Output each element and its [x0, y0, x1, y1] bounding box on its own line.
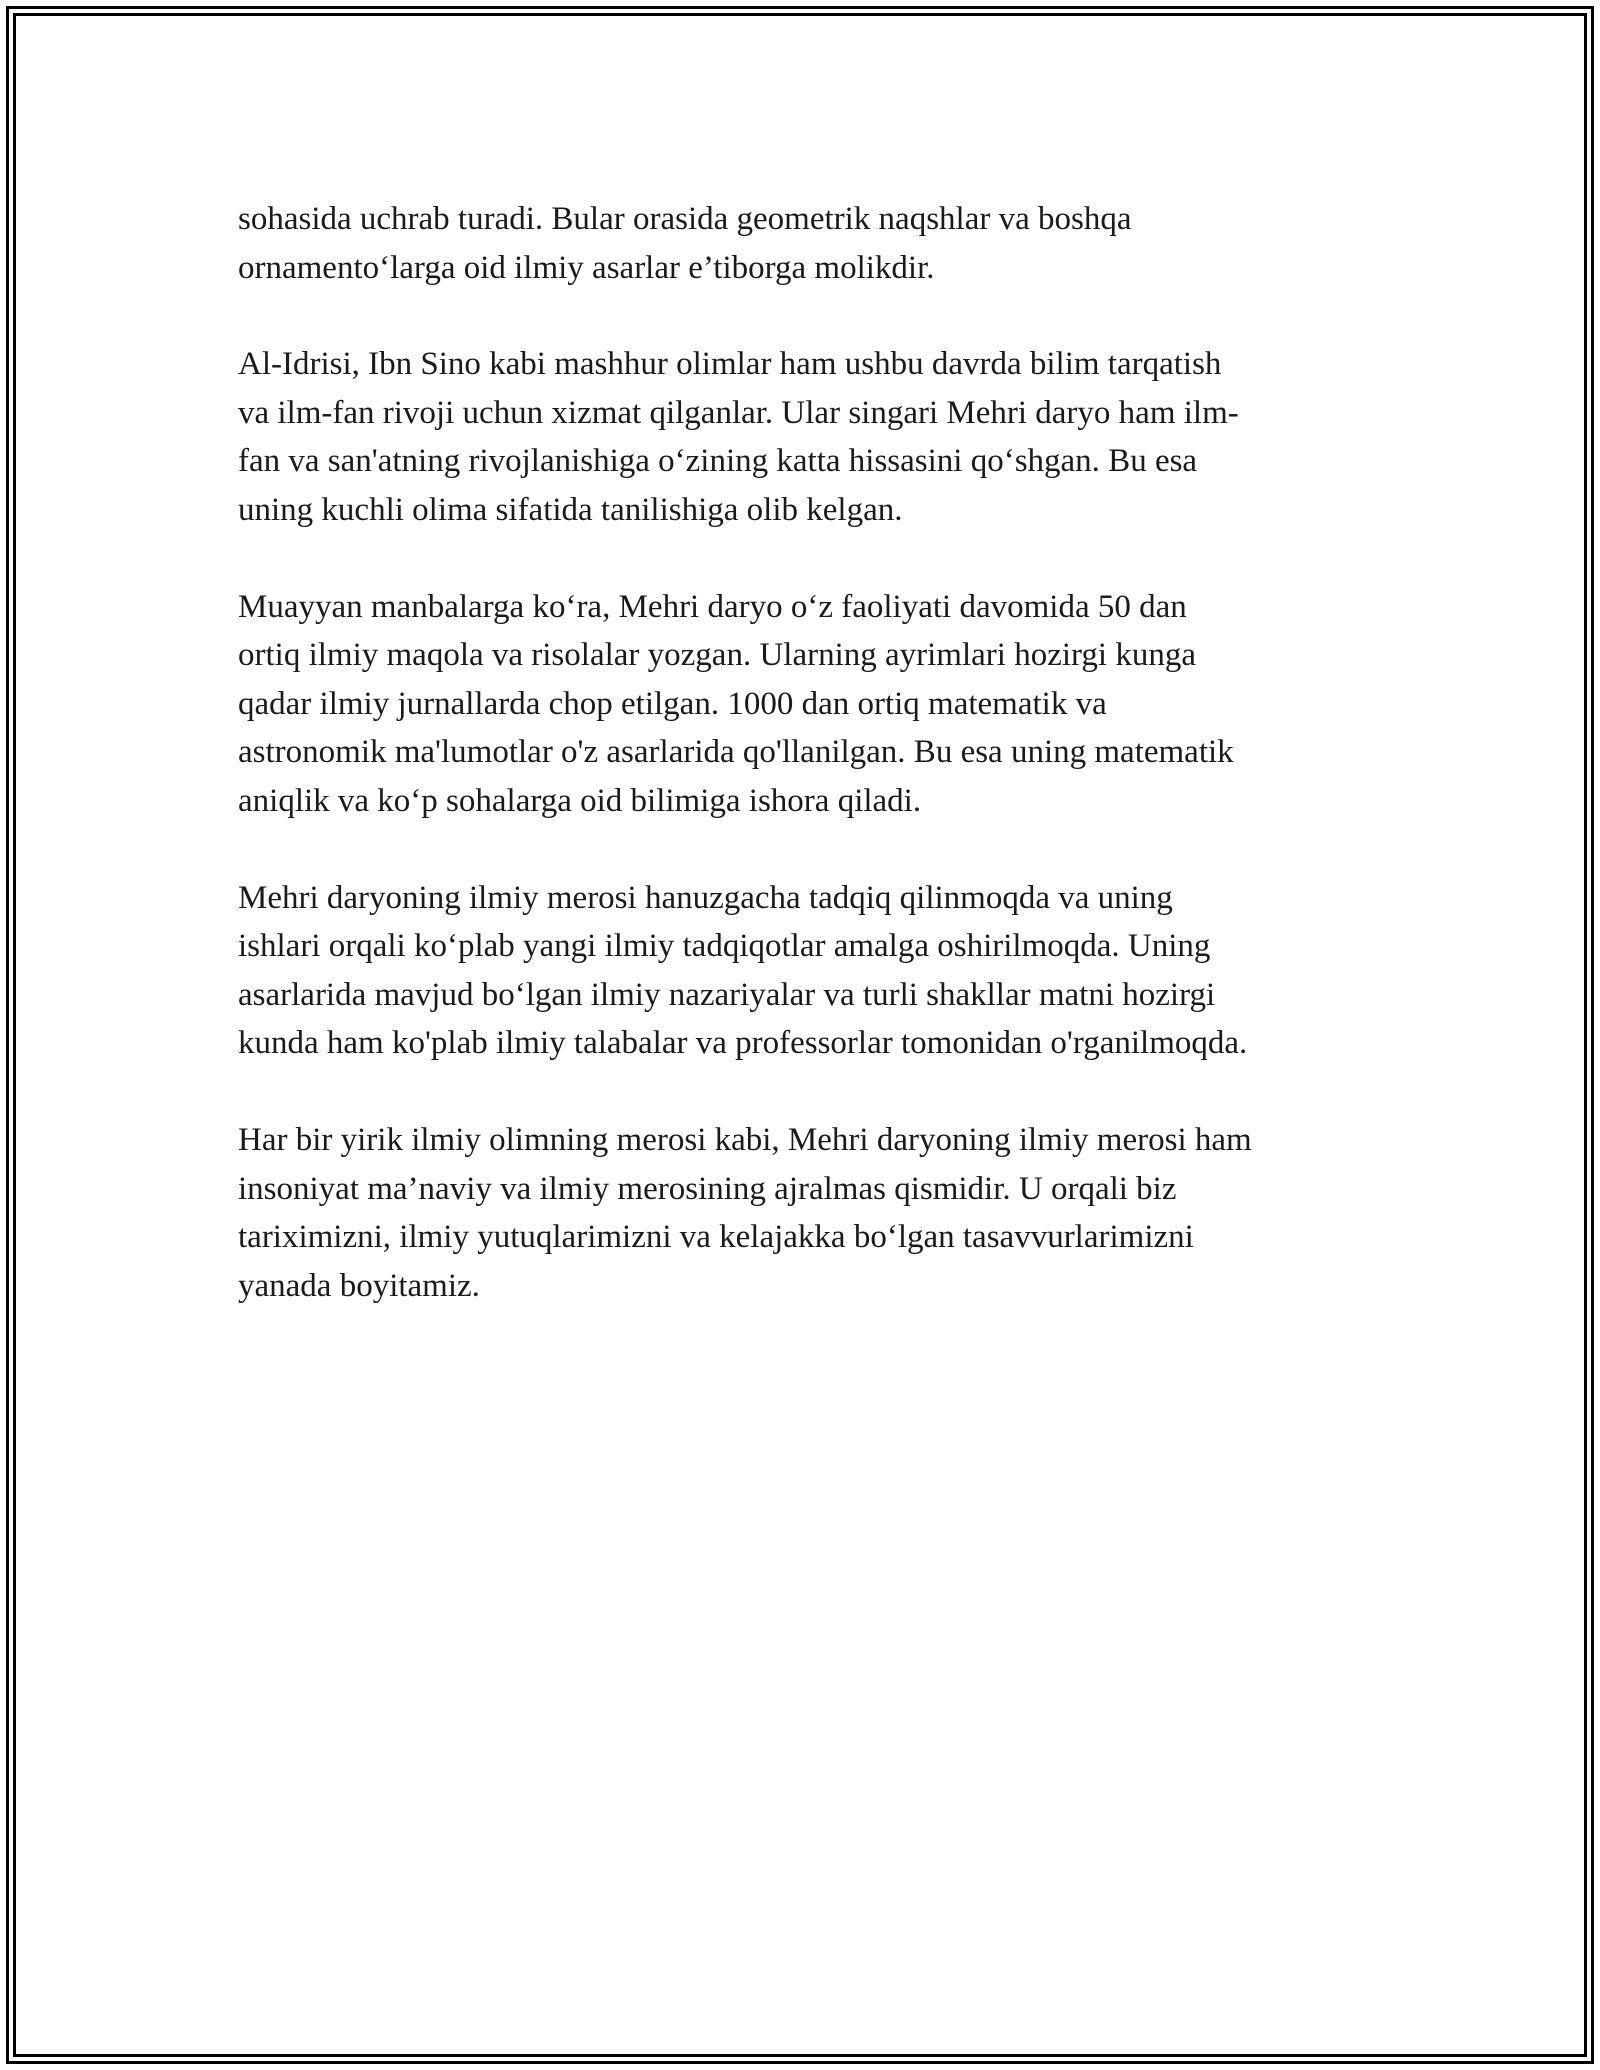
text-line: ornamento‘larga oid ilmiy asarlar e’tiborga molikdir.: [238, 249, 935, 286]
text-line: ortiq ilmiy maqola va risolalar yozgan. Ularning ayrimlari hozirgi kunga: [238, 637, 1196, 674]
text-line: kunda ham ko'plab ilmiy talabalar va professorlar tomonidan o'rganilmoqda.: [238, 1025, 1248, 1062]
text-line: sohasida uchrab turadi. Bular orasida geometrik naqshlar va boshqa: [238, 201, 1132, 237]
text-line: Al-Idrisi, Ibn Sino kabi mashhur olimlar ham ushbu davrda bilim tarqatish: [238, 346, 1222, 383]
text-line: Mehri daryoning ilmiy merosi hanuzgacha tadqiq qilinmoqda va uning: [238, 879, 1173, 916]
text-line: insoniyat ma’naviy va ilmiy merosining ajralmas qismidir. U orqali biz: [238, 1170, 1177, 1207]
text-line: Har bir yirik ilmiy olimning merosi kabi, Mehri daryoning ilmiy merosi ham: [238, 1121, 1252, 1158]
text-line: uning kuchli olima sifatida tanilishiga olib kelgan.: [238, 491, 903, 528]
paragraph-3: [238, 583, 1398, 826]
paragraph-5: [238, 1116, 1398, 1310]
text-line: asarlarida mavjud bo‘lgan ilmiy nazariyalar va turli shakllar matni hozirgi: [238, 976, 1216, 1013]
text-line: fan va san'atning rivojlanishiga o‘zining katta hissasini qo‘shgan. Bu esa: [238, 443, 1198, 480]
document-body: [238, 195, 1398, 1358]
text-line: astronomik ma'lumotlar o'z asarlarida qo'llanilgan. Bu esa uning matematik: [238, 734, 1234, 771]
paragraph-2: [238, 340, 1398, 534]
page-outer-border: [6, 6, 1594, 2064]
text-line: va ilm-fan rivoji uchun xizmat qilganlar. Ular singari Mehri daryo ham ilm-: [238, 394, 1239, 431]
text-line: yanada boyitamiz.: [238, 1267, 480, 1304]
text-line: tariximizni, ilmiy yutuqlarimizni va kelajakka bo‘lgan tasavvurlarimizni: [238, 1219, 1194, 1256]
page-inner-border: [13, 13, 1587, 2057]
text-line: aniqlik va ko‘p sohalarga oid bilimiga ishora qiladi.: [238, 782, 922, 819]
text-line: ishlari orqali ko‘plab yangi ilmiy tadqiqotlar amalga oshirilmoqda. Uning: [238, 928, 1211, 965]
paragraph-1: [238, 195, 1398, 292]
paragraph-4: [238, 874, 1398, 1068]
text-line: qadar ilmiy jurnallarda chop etilgan. 1000 dan ortiq matematik va: [238, 685, 1107, 722]
text-line: Muayyan manbalarga ko‘ra, Mehri daryo o‘z faoliyati davomida 50 dan: [238, 588, 1187, 625]
